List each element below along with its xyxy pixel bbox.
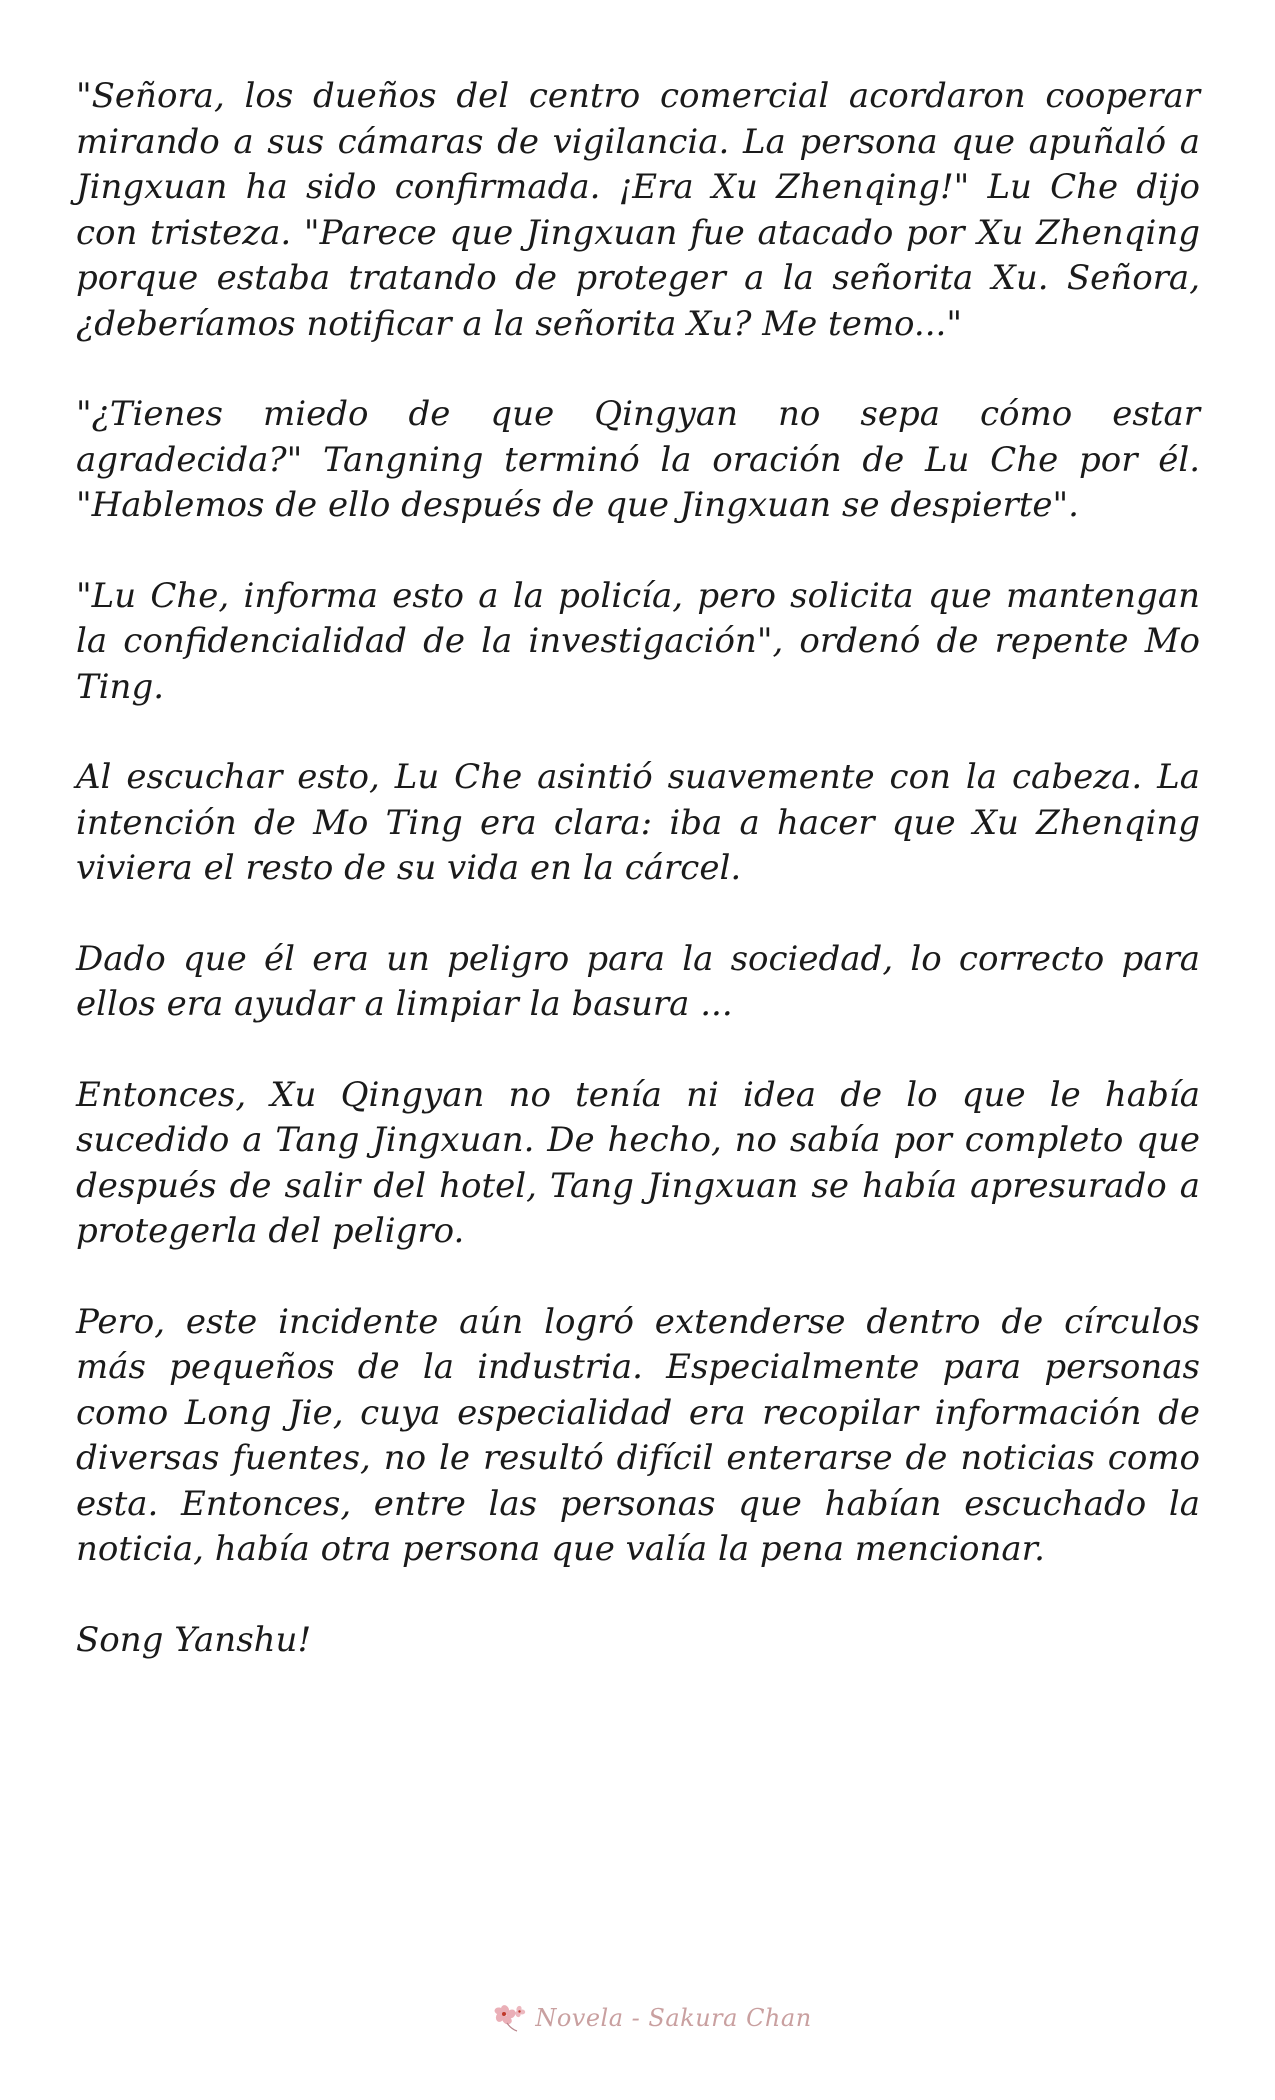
watermark — [493, 2001, 811, 2035]
paragraph-5: Dado que él era un peligro para la sociedad, lo correcto para ellos era ayudar a limpiar la basura ... — [76, 938, 1200, 1024]
paragraph-1: "Señora, los dueños del centro comercial acordaron cooperar mirando a sus cámaras de vigilancia. La persona que apuñaló a Jingxuan ha sido confirmada. ¡Era Xu Zhenqing!" Lu Che dijo con tristeza. "Parece que Jingxuan fue atacado por Xu Zhenqing porque estaba tratando de proteger a la señorita Xu. Señora, ¿deberíamos notificar a la señorita Xu? Me temo..." — [76, 76, 1200, 344]
paragraph-7: Pero, este incidente aún logró extenderse dentro de círculos más pequeños de la industria. Especialmente para personas como Long Jie, cuya especialidad era recopilar información de diversas fuentes, no le resultó difícil enterarse de noticias como esta. Entonces, entre las personas que habían escuchado la noticia, había otra persona que valía la pena mencionar. — [76, 1301, 1200, 1569]
paragraph-6: Entonces, Xu Qingyan no tenía ni idea de lo que le había sucedido a Tang Jingxuan. De hecho, no sabía por completo que después de salir del hotel, Tang Jingxuan se había apresurado a protegerla del peligro. — [76, 1074, 1200, 1251]
cherry-blossom-icon — [493, 2001, 527, 2035]
watermark-text: Novela - Sakura Chan — [535, 2004, 812, 2032]
paragraph-2: "¿Tienes miedo de que Qingyan no sepa cómo estar agradecida?" Tangning terminó la oración de Lu Che por él. "Hablemos de ello después de que Jingxuan se despierte". — [76, 394, 1200, 525]
paragraph-8: Song Yanshu! — [76, 1619, 312, 1660]
watermark-footer — [0, 1998, 1275, 2038]
chapter-text — [76, 74, 1200, 1708]
paragraph-4: Al escuchar esto, Lu Che asintió suavemente con la cabeza. La intención de Mo Ting era clara: iba a hacer que Xu Zhenqing viviera el resto de su vida en la cárcel. — [76, 757, 1200, 888]
paragraph-3: "Lu Che, informa esto a la policía, pero solicita que mantengan la confidencialidad de la investigación", ordenó de repente Mo Ting. — [76, 575, 1200, 707]
